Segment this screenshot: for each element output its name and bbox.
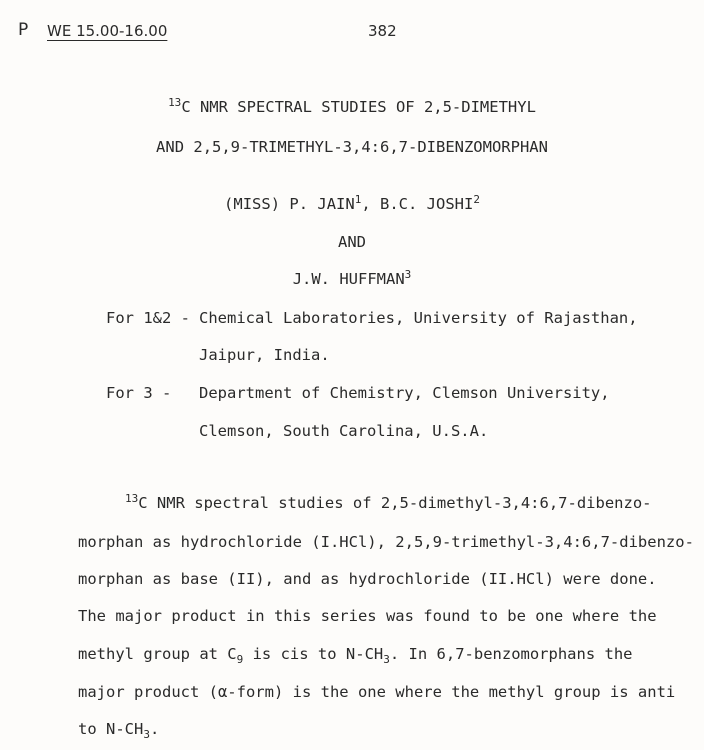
affiliation-2-line-1: Department of Chemistry, Clemson University, [199, 384, 610, 402]
affiliation-1-label: For 1&2 - [106, 309, 190, 327]
affiliation-2-label: For 3 - [106, 384, 172, 402]
abstract-line-7: to $N-CH_3$. [78, 720, 160, 741]
authors-line-1: (MISS) P. JAIN$^1$, B.C. JOSHI$^2$ [224, 193, 480, 213]
page-number: 382 [368, 22, 397, 40]
affiliation-1-line-1: Chemical Laboratories, University of Rajasthan, [199, 309, 638, 327]
title-line-2: AND 2,5,9-TRIMETHYL-3,4:6,7-DIBENZOMORPHAN [156, 138, 548, 156]
abstract-line-4: The major product in this series was found to be one where the [78, 607, 657, 625]
isotope-superscript: 13 [168, 96, 182, 109]
title-line-1: $^{13}$C NMR SPECTRAL STUDIES OF 2,5-DIMETHYL [168, 96, 536, 116]
abstract-line-6: major product (α-form) is the one where the methyl group is anti [78, 683, 676, 701]
abstract-line-3: morphan as base (II), and as hydrochloride (II.HCl) were done. [78, 570, 657, 588]
abstract-line-1: $^{13}$C NMR spectral studies of 2,5-dimethyl-3,4:6,7-dibenzo- [125, 492, 652, 512]
abstract-line-2: morphan as hydrochloride (I.HCl), 2,5,9-trimethyl-3,4:6,7-dibenzo- [78, 533, 694, 551]
authors-and: AND [338, 233, 366, 251]
session-time: WE 15.00-16.00 [47, 22, 168, 40]
section-marker: P [18, 20, 29, 40]
affiliation-1-line-2: Jaipur, India. [199, 346, 330, 364]
abstract-line-5: methyl group at $C_9$ is cis to $N-CH_3$. In 6,7-benzomorphans the [78, 645, 633, 666]
authors-line-3: J.W. HUFFMAN$^3$ [292, 268, 412, 288]
affiliation-2-line-2: Clemson, South Carolina, U.S.A. [199, 422, 489, 440]
